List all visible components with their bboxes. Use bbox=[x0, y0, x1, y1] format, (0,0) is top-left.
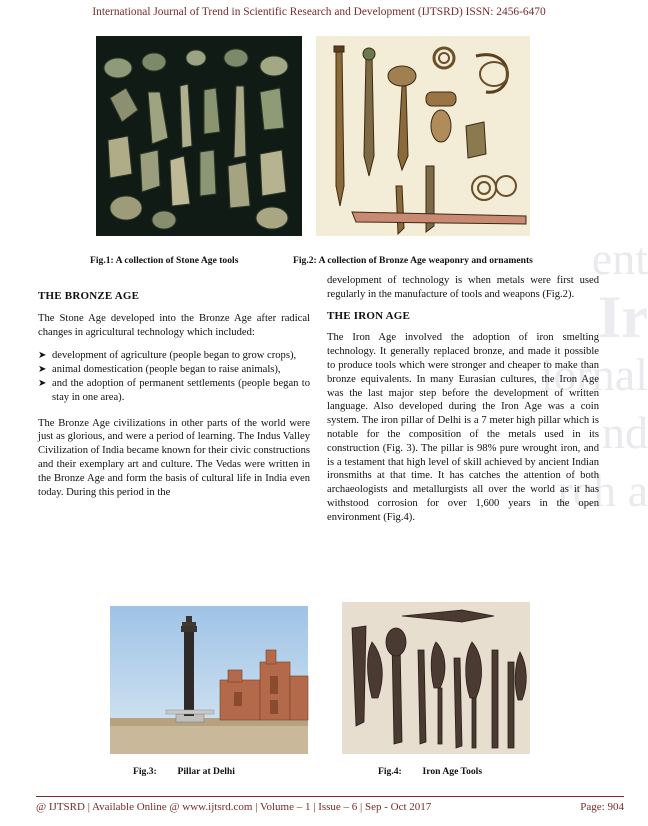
figure-pillar-at-delhi bbox=[110, 606, 308, 754]
figure-3-title: Pillar at Delhi bbox=[177, 766, 235, 777]
list-item-text: and the adoption of permanent settlements (people began to stay in one area). bbox=[52, 377, 310, 403]
list-item-text: animal domestication (people began to raise animals), bbox=[52, 364, 281, 376]
iron-tools-image bbox=[342, 602, 530, 754]
watermark-line: Ir bbox=[598, 284, 648, 350]
bronze-age-intro: The Stone Age developed into the Bronze Age after radical changes in agricultural technology which included: bbox=[38, 312, 310, 338]
left-column bbox=[38, 290, 310, 509]
figure-2-caption: Fig.2: A collection of Bronze Age weaponry and ornaments bbox=[293, 255, 533, 266]
section-heading-iron-age: THE IRON AGE bbox=[327, 309, 411, 322]
figure-4-label: Fig.4: bbox=[378, 766, 402, 777]
right-column bbox=[327, 274, 599, 535]
bronze-age-continuation: development of technology is when metals were first used regularly in the manufacture of tools and weapons (Fig.2). bbox=[327, 275, 599, 300]
list-item bbox=[38, 363, 310, 377]
journal-header: International Journal of Trend in Scientific Research and Development (IJTSRD) ISSN: 2456-6470 bbox=[92, 6, 546, 18]
figure-stone-age-tools bbox=[96, 36, 302, 236]
list-item bbox=[38, 377, 310, 405]
figure-bronze-age-weaponry bbox=[316, 36, 530, 236]
figure-4-caption bbox=[378, 766, 482, 777]
list-item bbox=[38, 349, 310, 363]
figure-4-title: Iron Age Tools bbox=[422, 766, 483, 777]
figure-iron-age-tools bbox=[342, 602, 530, 754]
figure-3-label: Fig.3: bbox=[133, 766, 157, 777]
arrow-bullet-icon: ➤ bbox=[38, 364, 47, 376]
arrow-bullet-icon: ➤ bbox=[38, 377, 47, 389]
iron-age-paragraph: The Iron Age involved the adoption of iron smelting technology. It generally replaced bronze, and made it possible to produce tools which were stronger and cheaper to make than bronze equivalents. In many Eurasian cultures, the Iron Age was the last major step before the development of written language. Also developed during the Iron Age was a coin system. The iron pillar of Delhi is a 7 meter high pillar which is notable for the composition of the metals used in its construction (Fig. 3). The pillar is 98% pure wrought iron, and is a testament that high level of skill achieved by ancient Indian ironsmiths at that time. It has catches the attention of both archaeologists and metallurgists all over the world as it has withstood corrosion for over 1,600 years in the open environment (Fig.4). bbox=[327, 332, 599, 523]
watermark-line: rch a bbox=[557, 465, 648, 516]
arrow-bullet-icon: ➤ bbox=[38, 350, 47, 362]
watermark-line: ent bbox=[591, 233, 648, 284]
bronze-age-paragraph: The Bronze Age civilizations in other parts of the world were just as glorious, and were a period of learning. The Indus Valley Civilization of India became known for their civic constructions and their exemplary art and culture. The Vedas were written in the Bronze Age and form the basis of cultural life in India even today. During this period in the bbox=[38, 417, 310, 498]
figure-3-caption bbox=[133, 766, 235, 777]
section-heading-bronze-age: THE BRONZE AGE bbox=[38, 290, 140, 302]
watermark-line: nd bbox=[602, 407, 648, 458]
iron-pillar-image bbox=[110, 606, 308, 754]
list-item-text: development of agriculture (people began to grow crops), bbox=[52, 350, 297, 362]
figure-1-caption: Fig.1: A collection of Stone Age tools bbox=[90, 255, 239, 266]
watermark-line: iornal bbox=[540, 349, 648, 400]
page-number: Page: 904 bbox=[580, 801, 624, 813]
footer-rule bbox=[36, 796, 624, 797]
footer-publication-info: @ IJTSRD | Available Online @ www.ijtsrd.com | Volume – 1 | Issue – 6 | Sep - Oct 2017 bbox=[36, 801, 432, 813]
bronze-weapons-image bbox=[316, 36, 530, 236]
stone-tools-image bbox=[96, 36, 302, 236]
bronze-age-bullet-list bbox=[38, 349, 310, 404]
